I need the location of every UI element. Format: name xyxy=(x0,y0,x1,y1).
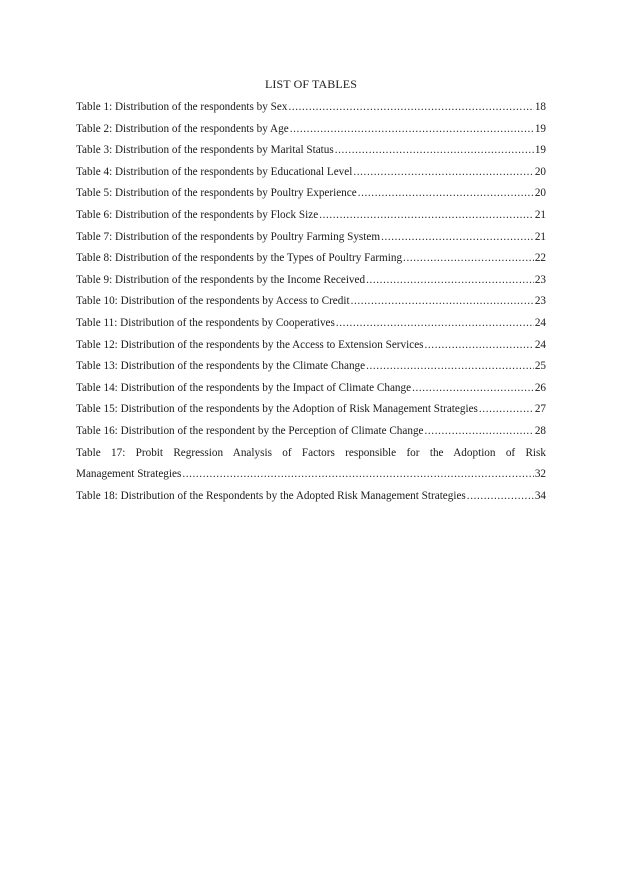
toc-entry-title: Table 13: Distribution of the respondents by the Climate Change xyxy=(76,360,366,373)
toc-entry[interactable] xyxy=(76,335,546,357)
toc-entry[interactable] xyxy=(76,421,546,443)
toc-entry[interactable] xyxy=(76,227,546,249)
toc-entry-title: Table 12: Distribution of the respondents by the Access to Extension Services xyxy=(76,338,424,351)
toc-entry-title-line2: Management Strategies xyxy=(76,468,182,481)
toc-leader-dots xyxy=(358,183,534,205)
toc-entry-title: Table 17: Probit Regression Analysis of Factors responsible for the Adoption of Risk xyxy=(76,446,546,459)
toc-entry-page: 34 xyxy=(534,489,546,502)
toc-entry-title: Table 9: Distribution of the respondents by the Income Received xyxy=(76,273,366,286)
toc-leader-dots xyxy=(353,162,533,184)
toc-entry[interactable] xyxy=(76,97,546,119)
toc-leader-dots xyxy=(479,399,534,421)
toc-entry[interactable] xyxy=(76,356,546,378)
toc-leader-dots xyxy=(381,227,534,249)
toc-entry-page: 27 xyxy=(534,403,546,416)
toc-entry-title: Table 14: Distribution of the respondents by the Impact of Climate Change xyxy=(76,381,412,394)
toc-leader-dots xyxy=(403,248,534,270)
toc-entry-page: 21 xyxy=(534,230,546,243)
toc-entry-page: 28 xyxy=(534,424,546,437)
toc-leader-dots xyxy=(182,464,533,486)
toc-entry-page: 18 xyxy=(534,101,546,113)
toc-entry[interactable] xyxy=(76,162,546,184)
toc-entry-title: Table 8: Distribution of the respondents by the Types of Poultry Farming xyxy=(76,252,403,265)
toc-entry-title: Table 3: Distribution of the respondents by Marital Status xyxy=(76,144,334,157)
toc-entry[interactable] xyxy=(76,486,546,508)
list-of-tables-page xyxy=(76,76,546,507)
toc-entry-title: Table 18: Distribution of the Respondents by the Adopted Risk Management Strategies xyxy=(76,489,466,502)
toc-entry-title: Table 10: Distribution of the respondents by Access to Credit xyxy=(76,295,350,308)
toc-leader-dots xyxy=(335,140,534,162)
toc-entry-page: 26 xyxy=(534,381,546,394)
toc-entry[interactable] xyxy=(76,399,546,421)
toc-leader-dots xyxy=(425,421,534,443)
toc-entry-title: Table 1: Distribution of the respondents by Sex xyxy=(76,101,288,113)
toc-entry-page: 23 xyxy=(534,273,546,286)
toc-entry[interactable] xyxy=(76,313,546,335)
toc-entry-title: Table 4: Distribution of the respondents by Educational Level xyxy=(76,165,353,178)
toc-entry[interactable] xyxy=(76,443,546,486)
toc-entry[interactable] xyxy=(76,119,546,141)
toc-entry-page: 32 xyxy=(534,468,546,481)
toc-leader-dots xyxy=(351,291,534,313)
toc-leader-dots xyxy=(425,335,534,357)
toc-entry-page: 20 xyxy=(534,165,546,178)
toc-entry-page: 24 xyxy=(534,316,546,329)
toc-leader-dots xyxy=(467,486,534,508)
toc-entry-title-continued xyxy=(76,464,546,486)
toc-entry-page: 22 xyxy=(534,252,546,265)
toc-entry[interactable] xyxy=(76,291,546,313)
toc-entry-title: Table 5: Distribution of the respondents by Poultry Experience xyxy=(76,187,357,200)
toc-entry-title: Table 7: Distribution of the respondents by Poultry Farming System xyxy=(76,230,381,243)
toc-entry[interactable] xyxy=(76,378,546,400)
toc-leader-dots xyxy=(336,313,534,335)
toc-leader-dots xyxy=(319,205,534,227)
page-title: LIST OF TABLES xyxy=(264,77,357,91)
toc-leader-dots xyxy=(290,119,534,141)
toc-entry[interactable] xyxy=(76,270,546,292)
toc-entry[interactable] xyxy=(76,183,546,205)
toc-entry[interactable] xyxy=(76,248,546,270)
toc-entry-title: Table 2: Distribution of the respondents by Age xyxy=(76,122,289,135)
toc-entry-title: Table 15: Distribution of the respondents by the Adoption of Risk Management Strategies xyxy=(76,403,478,416)
toc-leader-dots xyxy=(366,270,534,292)
toc-entry-page: 19 xyxy=(534,144,546,157)
toc-entry[interactable] xyxy=(76,140,546,162)
toc-entry-title: Table 11: Distribution of the respondents by Cooperatives xyxy=(76,316,335,329)
toc-entry-page: 23 xyxy=(534,295,546,308)
table-of-contents xyxy=(76,97,546,507)
toc-entry-title: Table 16: Distribution of the respondent by the Perception of Climate Change xyxy=(76,424,424,437)
toc-entry-page: 20 xyxy=(534,187,546,200)
toc-leader-dots xyxy=(366,356,534,378)
toc-entry[interactable] xyxy=(76,205,546,227)
toc-entry-title: Table 6: Distribution of the respondents by Flock Size xyxy=(76,208,319,221)
toc-entry-page: 21 xyxy=(534,208,546,221)
toc-entry-page: 25 xyxy=(534,360,546,373)
toc-leader-dots xyxy=(412,378,534,400)
toc-leader-dots xyxy=(288,97,533,119)
toc-entry-page: 24 xyxy=(534,338,546,351)
toc-entry-page: 19 xyxy=(534,122,546,135)
